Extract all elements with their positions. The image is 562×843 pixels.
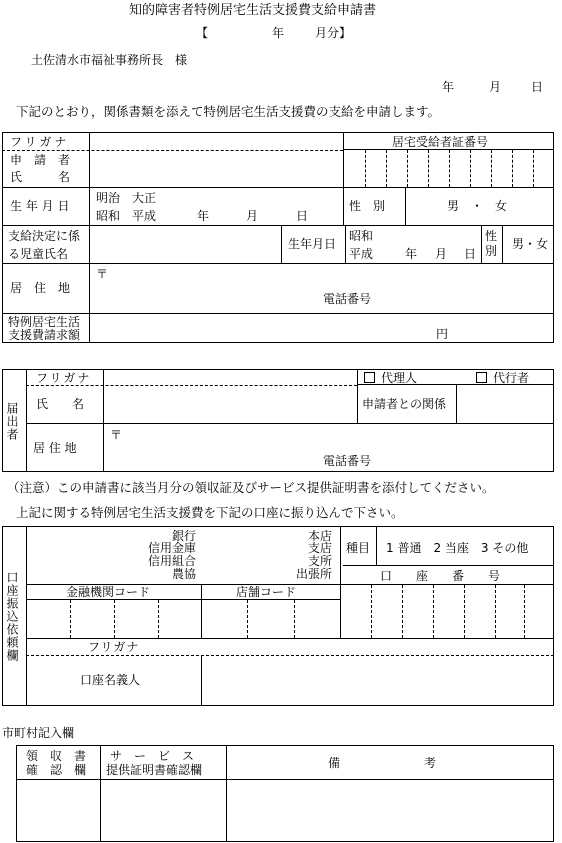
postal-mark: 〒 [96, 267, 109, 281]
applicant-furigana-label: フリガナ [10, 135, 70, 149]
proxy-checkbox[interactable] [476, 372, 529, 384]
caution-note: （注意）この申請書に該当月分の領収証及びサービス提供証明書を添付してください。 [7, 480, 495, 495]
bank-side-label: 口座振込依頼欄 [5, 571, 19, 662]
kind-label: 種目 [346, 541, 371, 555]
child-dob-label: 生年月日 [288, 237, 337, 251]
notifier-postal-mark: 〒 [110, 428, 123, 442]
branch-code-label: 店舗コード [236, 585, 297, 599]
municipal-title: 市町村記入欄 [2, 726, 75, 740]
form-title: 知的障害者特例居宅生活支援費支給申請書 [129, 3, 377, 18]
dob-label: 生 年 月 日 [10, 199, 70, 213]
child-sex-label-2: 別 [485, 244, 498, 258]
date-year-label: 年 [442, 80, 455, 94]
type-bank: 銀行 [171, 529, 196, 543]
dob-month-label: 月 [246, 209, 259, 223]
branch-shiten: 支店 [307, 541, 332, 555]
notifier-address-label: 居 住 地 [33, 441, 77, 455]
child-day-label: 日 [464, 247, 477, 261]
child-label-1: 支給決定に係 [8, 229, 81, 243]
child-sex-options: 男・女 [512, 237, 549, 251]
institution-code-label: 金融機関コード [66, 585, 151, 599]
notifier-side-label: 届出者 [5, 402, 19, 441]
service-check-label-2: 提供証明書確認欄 [106, 763, 203, 777]
branch-shutchou: 出張所 [295, 567, 332, 581]
addressee: 土佐清水市福祉事務所長 様 [31, 53, 188, 67]
yen-label: 円 [436, 327, 449, 341]
receipt-check-label-1: 領 収 書 [26, 749, 87, 763]
date-day-label: 日 [531, 80, 544, 94]
period-month-label: 月分】 [315, 26, 352, 40]
date-month-label: 月 [489, 80, 502, 94]
intro-text: 下記のとおり，関係書類を添えて特例居宅生活支援費の支給を申請します。 [16, 104, 441, 119]
cert-number-label: 居宅受給者証番号 [392, 135, 489, 149]
branch-honten: 本店 [307, 529, 332, 543]
child-label-2: る児童氏名 [8, 247, 69, 261]
type-noukyou: 農協 [171, 567, 196, 581]
kind-options: 1 普通 2 当座 3 その他 [386, 541, 529, 555]
applicant-name-label: 氏 名 [10, 170, 71, 184]
holder-label: 口座名義人 [80, 673, 141, 687]
child-year-label: 年 [405, 247, 418, 261]
agent-checkbox-box[interactable] [364, 372, 375, 383]
notifier-phone-label: 電話番号 [323, 454, 372, 468]
type-shinkumi: 信用組合 [147, 554, 196, 568]
notifier-name-label: 氏 名 [36, 397, 85, 411]
receipt-check-label-2: 確 認 欄 [26, 763, 87, 777]
relation-label: 申請者との関係 [362, 397, 447, 411]
phone-label: 電話番号 [323, 292, 372, 306]
claim-label-1: 特例居宅生活 [8, 315, 81, 329]
sex-label: 性 別 [349, 199, 386, 213]
agent-label: 代理人 [381, 371, 418, 385]
type-shinkin: 信用金庫 [147, 541, 196, 555]
dob-day-label: 日 [296, 209, 309, 223]
dob-year-label: 年 [197, 209, 210, 223]
agent-checkbox[interactable] [364, 372, 417, 384]
address-label: 居 住 地 [10, 281, 71, 295]
remarks-label: 備 考 [328, 756, 437, 770]
sex-options: 男 ・ 女 [447, 199, 508, 213]
proxy-checkbox-box[interactable] [476, 372, 487, 383]
child-era-2: 平成 [349, 247, 374, 261]
period-year-label: 年 [272, 26, 285, 40]
branch-shisho: 支所 [307, 554, 332, 568]
transfer-intro: 上記に関する特例居宅生活支援費を下記の口座に振り込んで下さい。 [16, 505, 404, 520]
holder-furigana-label: フリガナ [88, 640, 140, 654]
notifier-furigana-label: フリガナ [36, 371, 92, 385]
proxy-label: 代行者 [493, 371, 530, 385]
applicant-label: 申 請 者 [10, 153, 71, 167]
era-options-1: 明治 大正 [96, 191, 157, 205]
child-era-1: 昭和 [349, 229, 374, 243]
claim-label-2: 支援費請求額 [8, 328, 81, 342]
service-check-label-1: サ ー ビ ス [110, 749, 195, 763]
period-open: 【 [196, 26, 209, 40]
account-number-label: 口 座 番 号 [380, 569, 501, 583]
child-sex-label-1: 性 [485, 229, 498, 243]
child-month-label: 月 [435, 247, 448, 261]
era-options-2: 昭和 平成 [96, 209, 157, 223]
